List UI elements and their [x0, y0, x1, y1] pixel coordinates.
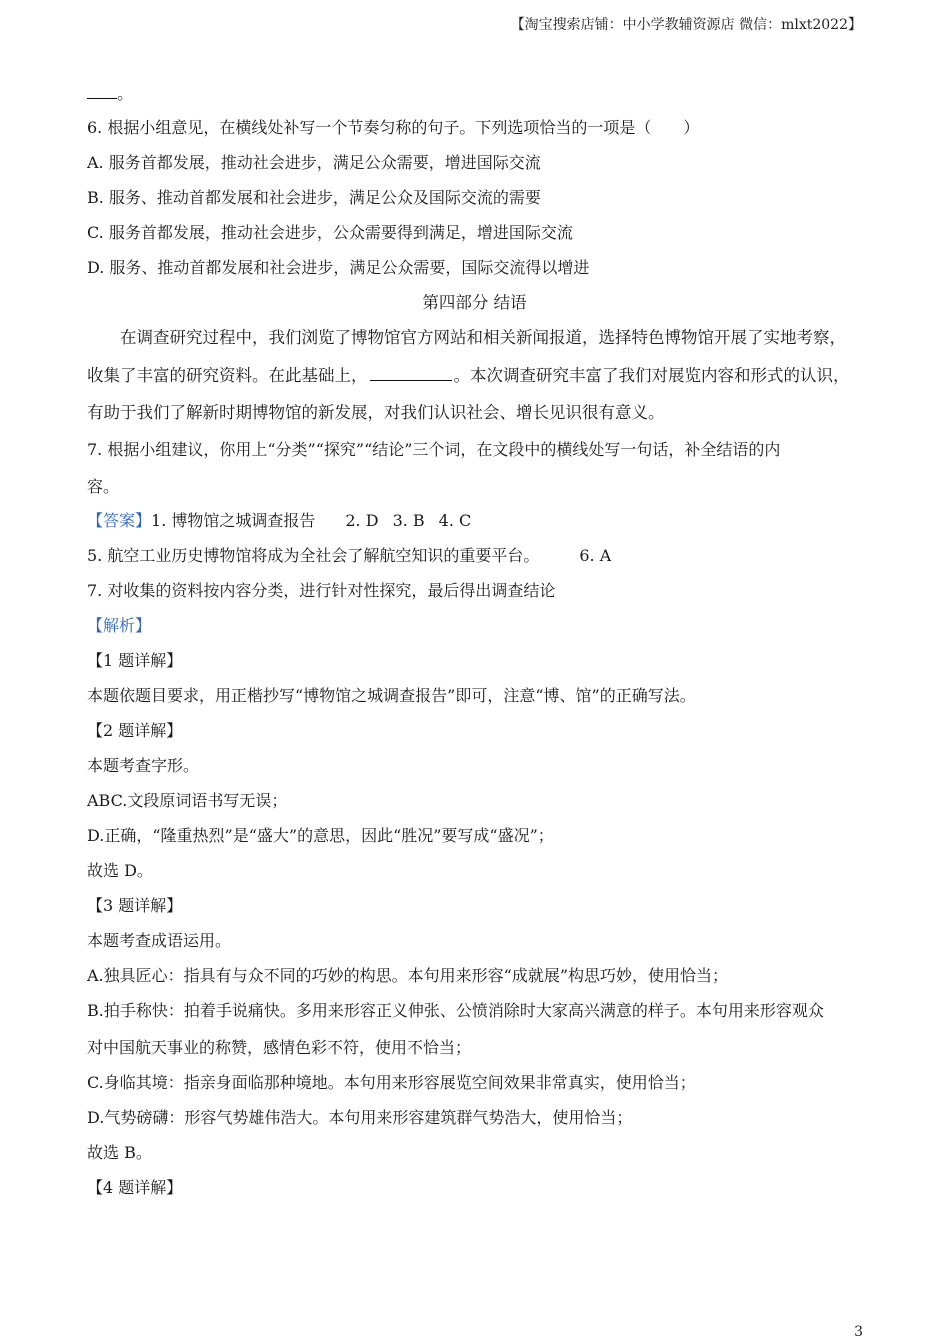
blank-end-mark: 。 — [117, 84, 134, 103]
question-6-stem: 6. 根据小组意见，在横线处补写一个节奏匀称的句子。下列选项恰当的一项是（ ） — [87, 118, 700, 137]
question-7-line-1: 7. 根据小组建议，你用上“分类”“探究”“结论”三个词，在文段中的横线处写一句话，补全结语的内 — [87, 440, 781, 459]
analysis-line: B.拍手称快：拍着手说痛快。多用来形容正义伸张、公愤消除时大家高兴满意的样子。本句用来形容观众 — [87, 1001, 824, 1020]
para-line2-after: 。本次调查研究丰富了我们对展览内容和形式的认识， — [453, 366, 850, 385]
answer-tag: 【答案】 — [87, 511, 152, 530]
analysis-line: 故选 D。 — [87, 861, 153, 880]
fill-blank — [87, 86, 117, 99]
part4-paragraph-line-1: 在调查研究过程中，我们浏览了博物馆官方网站和相关新闻报道，选择特色博物馆开展了实地考察， — [120, 328, 846, 347]
page-header: 【淘宝搜索店铺：中小学教辅资源店 微信：mlxt2022】 — [510, 17, 862, 33]
part4-paragraph-line-2 — [87, 366, 850, 386]
analysis-line: 本题考查字形。 — [87, 756, 200, 775]
analysis-line: 【3 题详解】 — [87, 896, 183, 915]
question-6-option-d: D. 服务、推动首都发展和社会进步，满足公众需要，国际交流得以增进 — [87, 258, 590, 277]
analysis-line: C.身临其境：指亲身面临那种境地。本句用来形容展览空间效果非常真实，使用恰当； — [87, 1073, 696, 1092]
analysis-line: 对中国航天事业的称赞，感情色彩不符，使用不恰当； — [87, 1038, 472, 1057]
analysis-tag: 【解析】 — [87, 616, 152, 635]
answer-1: 1. 博物馆之城调查报告 — [151, 511, 316, 530]
question-6-option-c: C. 服务首都发展，推动社会进步，公众需要得到满足，增进国际交流 — [87, 223, 573, 242]
answer-3: 3. B — [392, 511, 425, 530]
fill-blank — [370, 366, 452, 381]
para-line2-before: 收集了丰富的研究资料。在此基础上， — [87, 366, 368, 385]
question-7-line-2: 容。 — [87, 477, 120, 496]
analysis-line: 故选 B。 — [87, 1143, 152, 1162]
answer-2: 2. D — [345, 511, 379, 530]
page-number: 3 — [854, 1324, 863, 1340]
analysis-line: 本题考查成语运用。 — [87, 931, 232, 950]
prev-answer-blank — [87, 84, 134, 104]
question-6-option-b: B. 服务、推动首都发展和社会进步，满足公众及国际交流的需要 — [87, 188, 541, 207]
analysis-line: A.独具匠心：指具有与众不同的巧妙的构思。本句用来形容“成就展”构思巧妙，使用恰当； — [87, 966, 729, 985]
analysis-line: 本题依题目要求，用正楷抄写“博物馆之城调查报告”即可，注意“博、馆”的正确写法。 — [87, 686, 696, 705]
part4-title: 第四部分 结语 — [422, 293, 527, 312]
analysis-line: 【4 题详解】 — [87, 1178, 183, 1197]
part4-paragraph-line-3: 有助于我们了解新时期博物馆的新发展，对我们认识社会、增长见识很有意义。 — [87, 403, 665, 422]
analysis-line: 【2 题详解】 — [87, 721, 183, 740]
analysis-line: D.正确，“隆重热烈”是“盛大”的意思，因此“胜况”要写成“盛况”； — [87, 826, 554, 845]
analysis-line: D.气势磅礴：形容气势雄伟浩大。本句用来形容建筑群气势浩大，使用恰当； — [87, 1108, 633, 1127]
answer-6: 6. A — [579, 546, 612, 565]
analysis-line: ABC.文段原词语书写无误； — [87, 791, 288, 810]
question-6-option-a: A. 服务首都发展，推动社会进步，满足公众需要，增进国际交流 — [87, 153, 541, 172]
answer-7: 7. 对收集的资料按内容分类，进行针对性探究，最后得出调查结论 — [87, 581, 556, 600]
analysis-line: 【1 题详解】 — [87, 651, 183, 670]
answer-5: 5. 航空工业历史博物馆将成为全社会了解航空知识的重要平台。 — [87, 546, 540, 565]
answer-line-1 — [87, 511, 471, 531]
answer-4: 4. C — [438, 511, 472, 530]
answer-line-2 — [87, 546, 611, 566]
